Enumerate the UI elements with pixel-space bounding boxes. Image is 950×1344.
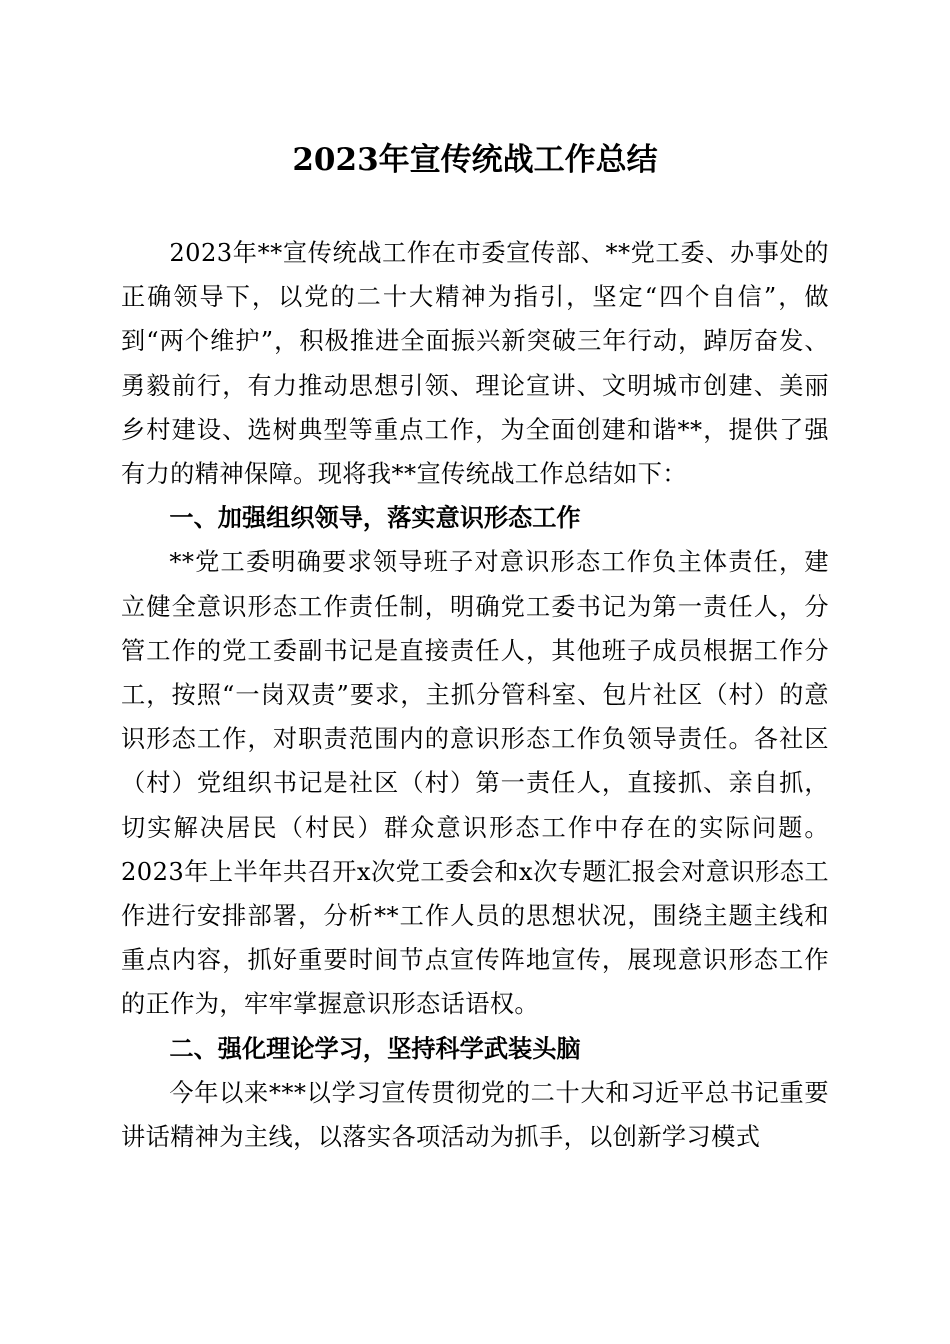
section-paragraph-1: **党工委明确要求领导班子对意识形态工作负主体责任，建立健全意识形态工作责任制，明确党工委书记为第一责任人，分管工作的党工委副书记是直接责任人，其他班子成员根据工作分工，按照“一岗双责”要求，主抓分管科室、包片社区（村）的意识形态工作，对职责范围内的意识形态工作负领导责任。各社区（村）党组织书记是社区（村）第一责任人，直接抓、亲自抓，切实解决居民（村民）群众意识形态工作中存在的实际问题。2023年上半年共召开x次党工委会和x次专题汇报会对意识形态工作进行安排部署，分析**工作人员的思想状况，围绕主题主线和重点内容，抓好重要时间节点宣传阵地宣传，展现意识形态工作的正作为，牢牢掌握意识形态话语权。: [121, 548, 829, 1019]
document-body: [121, 231, 829, 1159]
document-title: 2023年宣传统战工作总结: [292, 142, 658, 178]
section-paragraph-2: 今年以来***以学习宣传贯彻党的二十大和习近平总书记重要讲话精神为主线，以落实各项活动为抓手，以创新学习模式: [121, 1078, 829, 1152]
section-heading-2: 二、强化理论学习，坚持科学武装头脑: [169, 1034, 581, 1063]
intro-paragraph: 2023年**宣传统战工作在市委宣传部、**党工委、办事处的正确领导下，以党的二十大精神为指引，坚定“四个自信”，做到“两个维护”，积极推进全面振兴新突破三年行动，踔厉奋发、勇毅前行，有力推动思想引领、理论宣讲、文明城市创建、美丽乡村建设、选树典型等重点工作，为全面创建和谐**，提供了强有力的精神保障。现将我**宣传统战工作总结如下：: [121, 239, 829, 489]
section-heading-1: 一、加强组织领导，落实意识形态工作: [169, 504, 581, 533]
